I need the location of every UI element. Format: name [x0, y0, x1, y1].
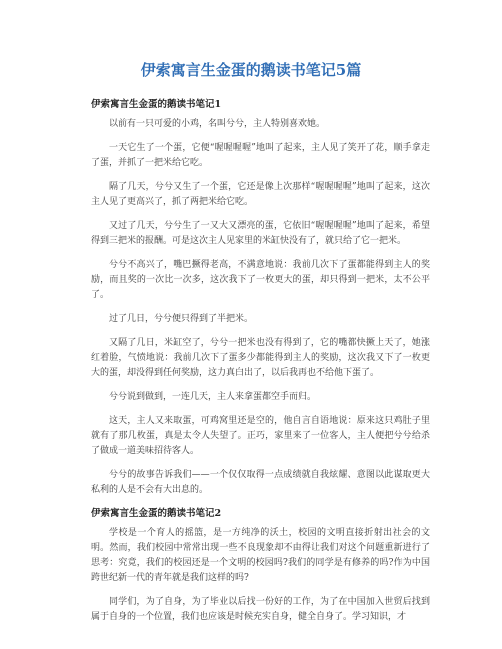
paragraph: 以前有一只可爱的小鸡，名叫兮兮，主人特别喜欢她。: [109, 119, 326, 129]
paragraph: 又隔了几日，米缸空了，兮兮一把米也没有得到了，它的嘴都快撅上天了，她涨红着脸，气愤地说：我前几次下了蛋多少都能得到主人的奖励，这次我又下了一枚更大的蛋，却没得到任何奖励，这力真白出了，以后我再也不给他下蛋了。: [91, 338, 430, 378]
paragraph: 兮兮说到做到，一连几天，主人来拿蛋都空手而归。: [109, 392, 317, 402]
section-1: [91, 98, 430, 498]
paragraph: 学校是一个育人的摇篮，是一方纯净的沃土，校园的文明直接折射出社会的文明。然而，我们校园中常常出现一些不良现象却不由得让我们对这个问题重新进行了思考：究竟，我们的校园还是一个文明的校园吗?我们的同学是有修养的吗?作为中国跨世纪新一代的青年就是我们这样的吗?: [91, 528, 430, 583]
paragraph: 同学们，为了自身，为了毕业以后找一份好的工作，为了在中国加入世贸后找到属于自身的一个位置，我们也应该是时候充实自身，健全自身了。学习知识，才: [91, 597, 430, 622]
paragraph: 隔了几天，兮兮又生了一个蛋，它还是像上次那样“喔喔喔喔”地叫了起来，这次主人见了更高兴了，抓了两把米给它吃。: [91, 182, 430, 207]
section-heading: 伊索寓言生金蛋的鹅读书笔记2: [91, 508, 222, 519]
paragraph: 这天，主人又来取蛋，可鸡窝里还是空的，他自言自语地说：原来这只鸡肚子里就有了那几枚蛋，真是太令人失望了。正巧，家里来了一位客人，主人便把兮兮给杀了做成一道美味招待客人。: [91, 416, 430, 456]
paragraph: 又过了几天，兮兮生了一又大又漂亮的蛋，它依旧“喔喔喔喔”地叫了起来，希望得到三把米的报酬。可是这次主人见家里的米缸快没有了，就只给了它一把米。: [91, 221, 430, 246]
section-heading: 伊索寓言生金蛋的鹅读书笔记1: [91, 99, 222, 110]
document-title: 伊索寓言生金蛋的鹅读书笔记5篇: [140, 61, 362, 79]
paragraph: 兮兮不高兴了，嘴巴撅得老高，不满意地说：我前几次下了蛋都能得到主人的奖励，而且奖的一次比一次多，这次我下了一枚更大的蛋，却只得到一把米，太不公平了。: [91, 260, 430, 300]
paragraph: 过了几日，兮兮便只得到了半把米。: [109, 314, 254, 324]
paragraph: 兮兮的故事告诉我们——一个仅仅取得一点成绩就自我炫耀、意图以此谋取更大私利的人是不会有大出息的。: [91, 470, 430, 495]
section-2: [91, 507, 430, 625]
paragraph: 一天它生了一个蛋，它便“喔喔喔喔”地叫了起来，主人见了笑开了花，顺手拿走了蛋，并抓了一把米给它吃。: [91, 143, 430, 168]
